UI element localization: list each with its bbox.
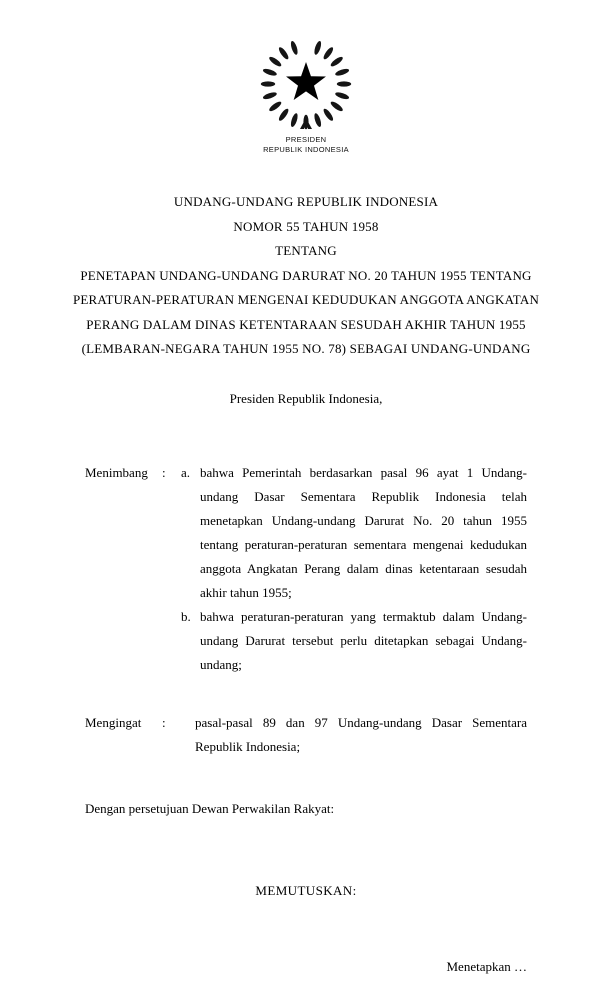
menimbang-marker-b: b. <box>181 608 191 624</box>
mengingat-label: Mengingat <box>85 714 142 730</box>
decision-heading: MEMUTUSKAN: <box>255 882 357 898</box>
letterhead-caption <box>0 135 612 154</box>
menimbang-marker-a: a. <box>181 464 191 480</box>
menimbang-section <box>85 461 527 677</box>
title-line-6: PERANG DALAM DINAS KETENTARAAN SESUDAH AKHIR TAHUN 1955 <box>86 316 526 332</box>
menimbang-label-spacer <box>85 605 162 677</box>
menimbang-label: Menimbang <box>85 464 148 480</box>
menimbang-colon: : <box>162 464 166 480</box>
menimbang-text-a: bahwa Pemerintah berdasarkan pasal 96 ayat 1 Undang-undang Dasar Sementara Republik Indonesia telah menetapkan Undang-undang Darurat No. 20 tahun 1955 tentang peraturan-peraturan sementara mengenai kedudukan anggota Angkatan Perang dalam dinas ketentaraan sesudah akhir tahun 1955; <box>200 464 527 600</box>
title-line-5: PERATURAN-PERATURAN MENGENAI KEDUDUKAN ANGGOTA ANGKATAN <box>72 292 540 307</box>
title-line-7: (LEMBARAN-NEGARA TAHUN 1955 NO. 78) SEBAGAI UNDANG-UNDANG <box>81 341 531 356</box>
mengingat-text: pasal-pasal 89 dan 97 Undang-undang Dasar Sementara Republik Indonesia; <box>195 714 527 754</box>
letterhead-line-republik: REPUBLIK INDONESIA <box>263 144 349 154</box>
national-emblem-icon <box>258 36 354 132</box>
mengingat-row <box>85 711 527 759</box>
menimbang-item-a <box>85 461 527 605</box>
title-line-4: PENETAPAN UNDANG-UNDANG DARURAT NO. 20 TAHUN 1955 TENTANG <box>80 267 532 283</box>
agreement-line: Dengan persetujuan Dewan Perwakilan Rakyat: <box>85 800 335 816</box>
letterhead <box>0 0 612 154</box>
document-title <box>0 190 612 362</box>
mengingat-colon: : <box>162 714 166 730</box>
title-line-3: TENTANG <box>275 243 337 258</box>
continuation-marker: Menetapkan … <box>446 958 527 974</box>
menimbang-colon-spacer <box>162 605 181 677</box>
title-line-1: UNDANG-UNDANG REPUBLIK INDONESIA <box>173 194 439 209</box>
letterhead-line-presiden: PRESIDEN <box>285 135 327 144</box>
salutation: Presiden Republik Indonesia, <box>229 390 383 406</box>
menimbang-item-b <box>85 605 527 677</box>
title-line-2: NOMOR 55 TAHUN 1958 <box>233 218 379 234</box>
menimbang-text-b: bahwa peraturan-peraturan yang termaktub dalam Undang-undang Darurat tersebut perlu ditetapkan sebagai Undang-undang; <box>200 608 527 672</box>
mengingat-section <box>85 711 527 759</box>
star-icon <box>286 62 326 100</box>
